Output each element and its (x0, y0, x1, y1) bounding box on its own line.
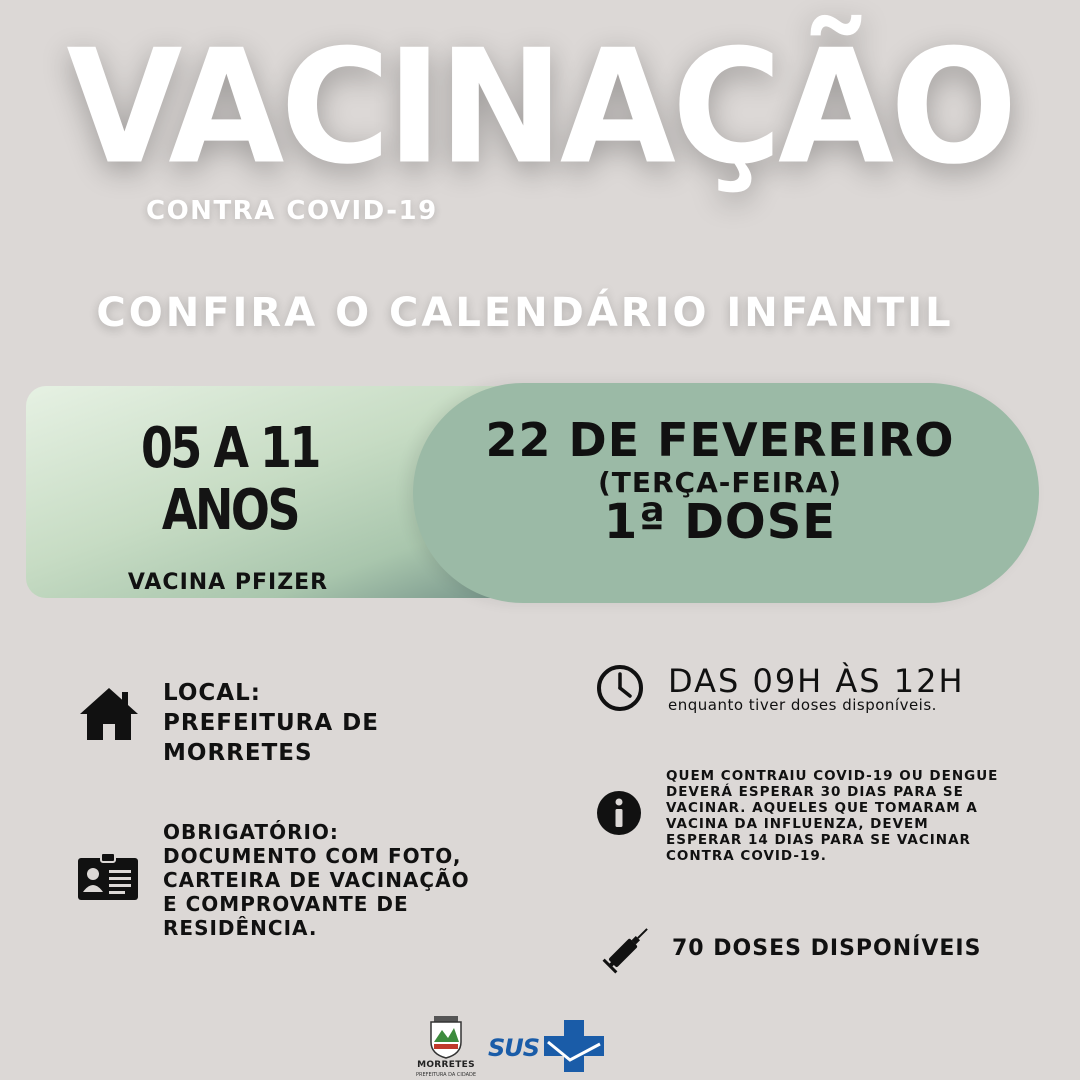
required-line: DOCUMENTO COM FOTO, (163, 844, 462, 868)
city-logo-subtitle: PREFEITURA DA CIDADE (415, 1072, 477, 1078)
location-line: LOCAL: (163, 680, 261, 706)
age-range (99, 418, 361, 542)
notice-line: DEVERÁ ESPERAR 30 DIAS PARA SE (666, 784, 964, 800)
syringe-icon (600, 920, 656, 976)
weekday: (TERÇA-FEIRA) (597, 466, 843, 499)
waiting-period-notice (666, 768, 1006, 864)
location-line: MORRETES (163, 740, 313, 766)
vaccination-date: 22 DE FEVEREIRO (485, 413, 955, 467)
required-line: OBRIGATÓRIO: (163, 820, 339, 844)
headline: CONFIRA O CALENDÁRIO INFANTIL (96, 290, 954, 336)
id-card-icon (77, 852, 139, 902)
house-icon (78, 686, 140, 742)
available-doses: 70 DOSES DISPONÍVEIS (672, 936, 982, 961)
notice-line: QUEM CONTRAIU COVID-19 OU DENGUE (666, 768, 999, 784)
hours-note: enquanto tiver doses disponíveis. (668, 696, 937, 714)
info-icon (596, 790, 642, 836)
notice-line: ESPERAR 14 DIAS PARA SE VACINAR (666, 832, 971, 848)
required-line: RESIDÊNCIA. (163, 916, 318, 940)
clock-icon (596, 664, 644, 712)
age-range-line: 05 A 11 (140, 416, 320, 481)
hours-range: DAS 09H ÀS 12H (668, 662, 965, 700)
city-logo-text: MORRETES (417, 1060, 475, 1070)
required-line: E COMPROVANTE DE (163, 892, 409, 916)
notice-line: VACINA DA INFLUENZA, DEVEM (666, 816, 929, 832)
city-crest-icon (428, 1014, 464, 1060)
subtitle: CONTRA COVID-19 (146, 196, 438, 226)
vaccine-name: VACINA PFIZER (127, 570, 329, 595)
required-line: CARTEIRA DE VACINAÇÃO (163, 868, 470, 892)
main-title: VACINAÇÃO (66, 16, 1014, 200)
required-documents (163, 820, 470, 940)
sus-logo-text: SUS (488, 1034, 540, 1062)
sus-cross-icon (544, 1020, 604, 1072)
location-line: PREFEITURA DE (163, 710, 379, 736)
age-range-line: ANOS (161, 478, 299, 543)
dose-label: 1ª DOSE (603, 494, 837, 550)
location-info (163, 678, 379, 768)
notice-line: CONTRA COVID-19. (666, 848, 827, 864)
notice-line: VACINAR. AQUELES QUE TOMARAM A (666, 800, 978, 816)
